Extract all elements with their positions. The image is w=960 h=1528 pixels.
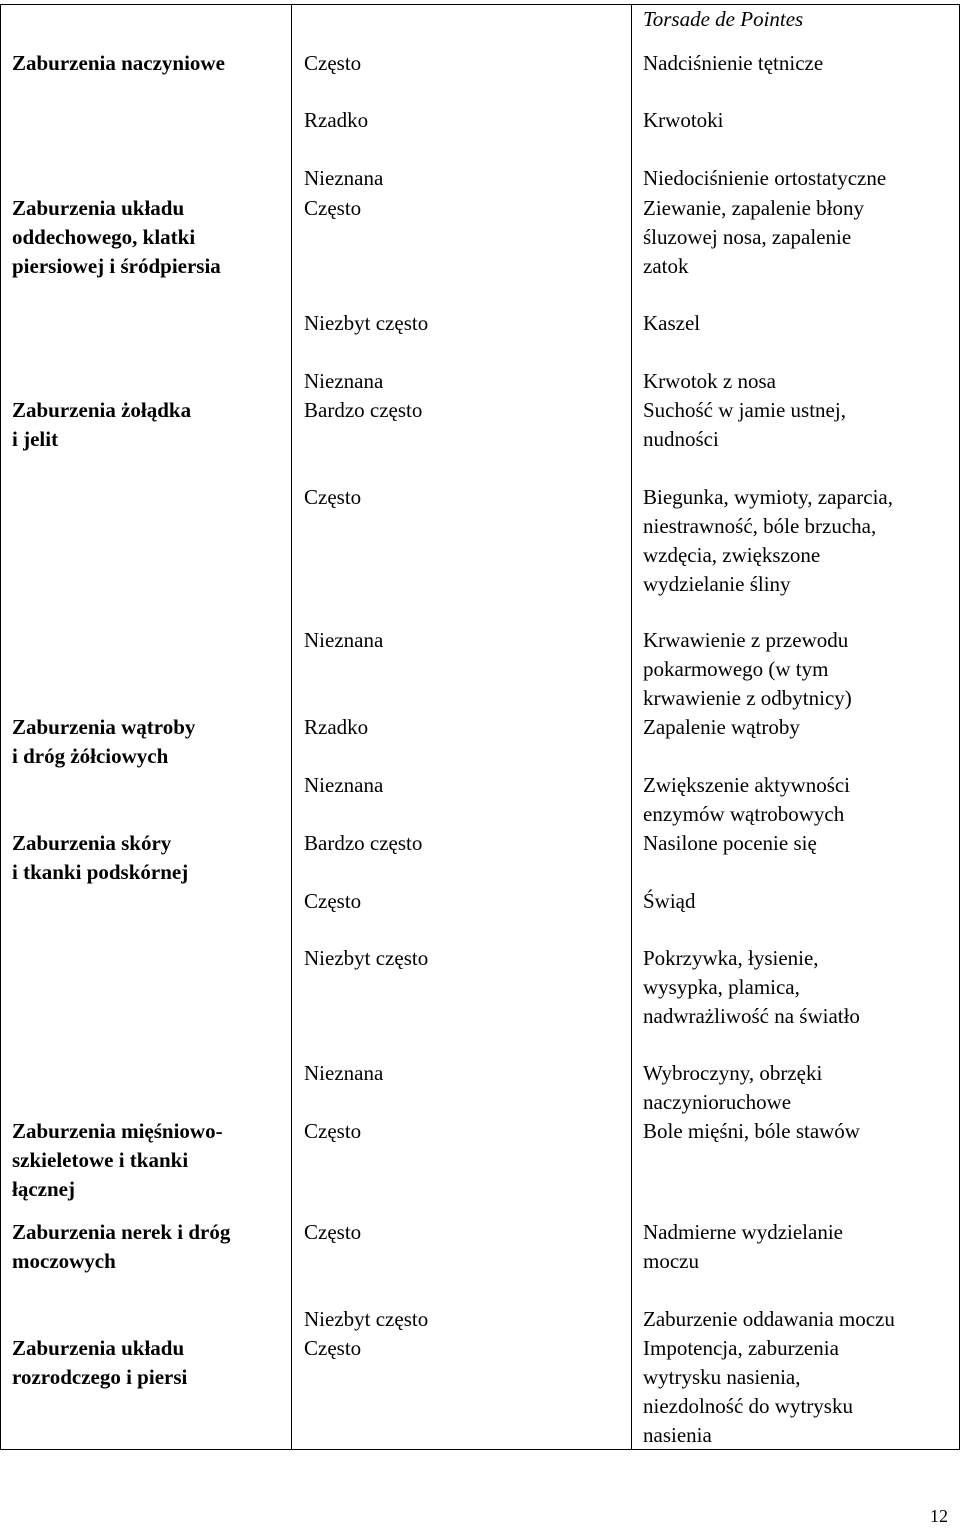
effect-cell: Kaszel [643, 311, 701, 335]
category-cell: Zaburzenia naczyniowe [12, 51, 225, 75]
frequency-cell: Niezbyt często [304, 1307, 429, 1331]
category-cell: Zaburzenia układu rozrodczego i piersi [12, 1336, 188, 1389]
frequency-cell: Często [304, 889, 362, 913]
effect-cell: Zwiększenie aktywności enzymów wątrobowych [643, 773, 851, 826]
category-cell: Zaburzenia nerek i dróg moczowych [12, 1220, 231, 1273]
effect-cell: Torsade de Pointes [643, 7, 804, 31]
effect-cell: Krwawienie z przewodu pokarmowego (w tym krwawienie z odbytnicy) [643, 628, 852, 710]
frequency-cell: Bardzo często [304, 831, 423, 855]
category-cell: Zaburzenia wątroby i dróg żółciowych [12, 715, 196, 768]
frequency-cell: Nieznana [304, 773, 384, 797]
frequency-cell: Często [304, 1220, 362, 1244]
effect-cell: Nadciśnienie tętnicze [643, 51, 824, 75]
category-cell: Zaburzenia skóry i tkanki podskórnej [12, 831, 189, 884]
category-cell: Zaburzenia układu oddechowego, klatki piersiowej i śródpiersia [12, 196, 221, 278]
frequency-cell: Często [304, 485, 362, 509]
frequency-cell: Niezbyt często [304, 946, 429, 970]
frequency-cell: Nieznana [304, 369, 384, 393]
frequency-cell: Często [304, 1336, 362, 1360]
frequency-cell: Nieznana [304, 628, 384, 652]
effect-cell: Pokrzywka, łysienie, wysypka, plamica, nadwrażliwość na światło [643, 946, 860, 1028]
frequency-cell: Rzadko [304, 715, 369, 739]
effect-cell: Krwotok z nosa [643, 369, 776, 393]
frequency-cell: Nieznana [304, 166, 384, 190]
table-border-left [0, 4, 1, 1450]
page-number: 12 [930, 1506, 948, 1526]
effect-cell: Nadmierne wydzielanie moczu [643, 1220, 843, 1273]
effect-cell: Wybroczyny, obrzęki naczynioruchowe [643, 1061, 823, 1114]
frequency-cell: Bardzo często [304, 398, 423, 422]
effect-cell: Krwotoki [643, 108, 724, 132]
frequency-cell: Często [304, 1119, 362, 1143]
frequency-cell: Często [304, 196, 362, 220]
table-column-divider-2 [631, 4, 632, 1450]
frequency-cell: Niezbyt często [304, 311, 429, 335]
category-cell: Zaburzenia żołądka i jelit [12, 398, 192, 451]
effect-cell: Suchość w jamie ustnej, nudności [643, 398, 846, 451]
frequency-cell: Nieznana [304, 1061, 384, 1085]
effect-cell: Zapalenie wątroby [643, 715, 800, 739]
effect-cell: Niedociśnienie ortostatyczne [643, 166, 887, 190]
frequency-cell: Często [304, 51, 362, 75]
effect-cell: Zaburzenie oddawania moczu [643, 1307, 895, 1331]
effect-cell: Bole mięśni, bóle stawów [643, 1119, 860, 1143]
effect-cell: Świąd [643, 889, 696, 913]
effect-cell: Impotencja, zaburzenia wytrysku nasienia, niezdolność do wytrysku nasienia [643, 1336, 853, 1447]
table-column-divider-1 [291, 4, 292, 1450]
effect-cell: Biegunka, wymioty, zaparcia, niestrawność, bóle brzucha, wzdęcia, zwiększone wydzielanie śliny [643, 485, 893, 596]
frequency-cell: Rzadko [304, 108, 369, 132]
effect-cell: Nasilone pocenie się [643, 831, 817, 855]
category-cell: Zaburzenia mięśniowo- szkieletowe i tkanki łącznej [12, 1119, 223, 1201]
effect-cell: Ziewanie, zapalenie błony śluzowej nosa, zapalenie zatok [643, 196, 864, 278]
